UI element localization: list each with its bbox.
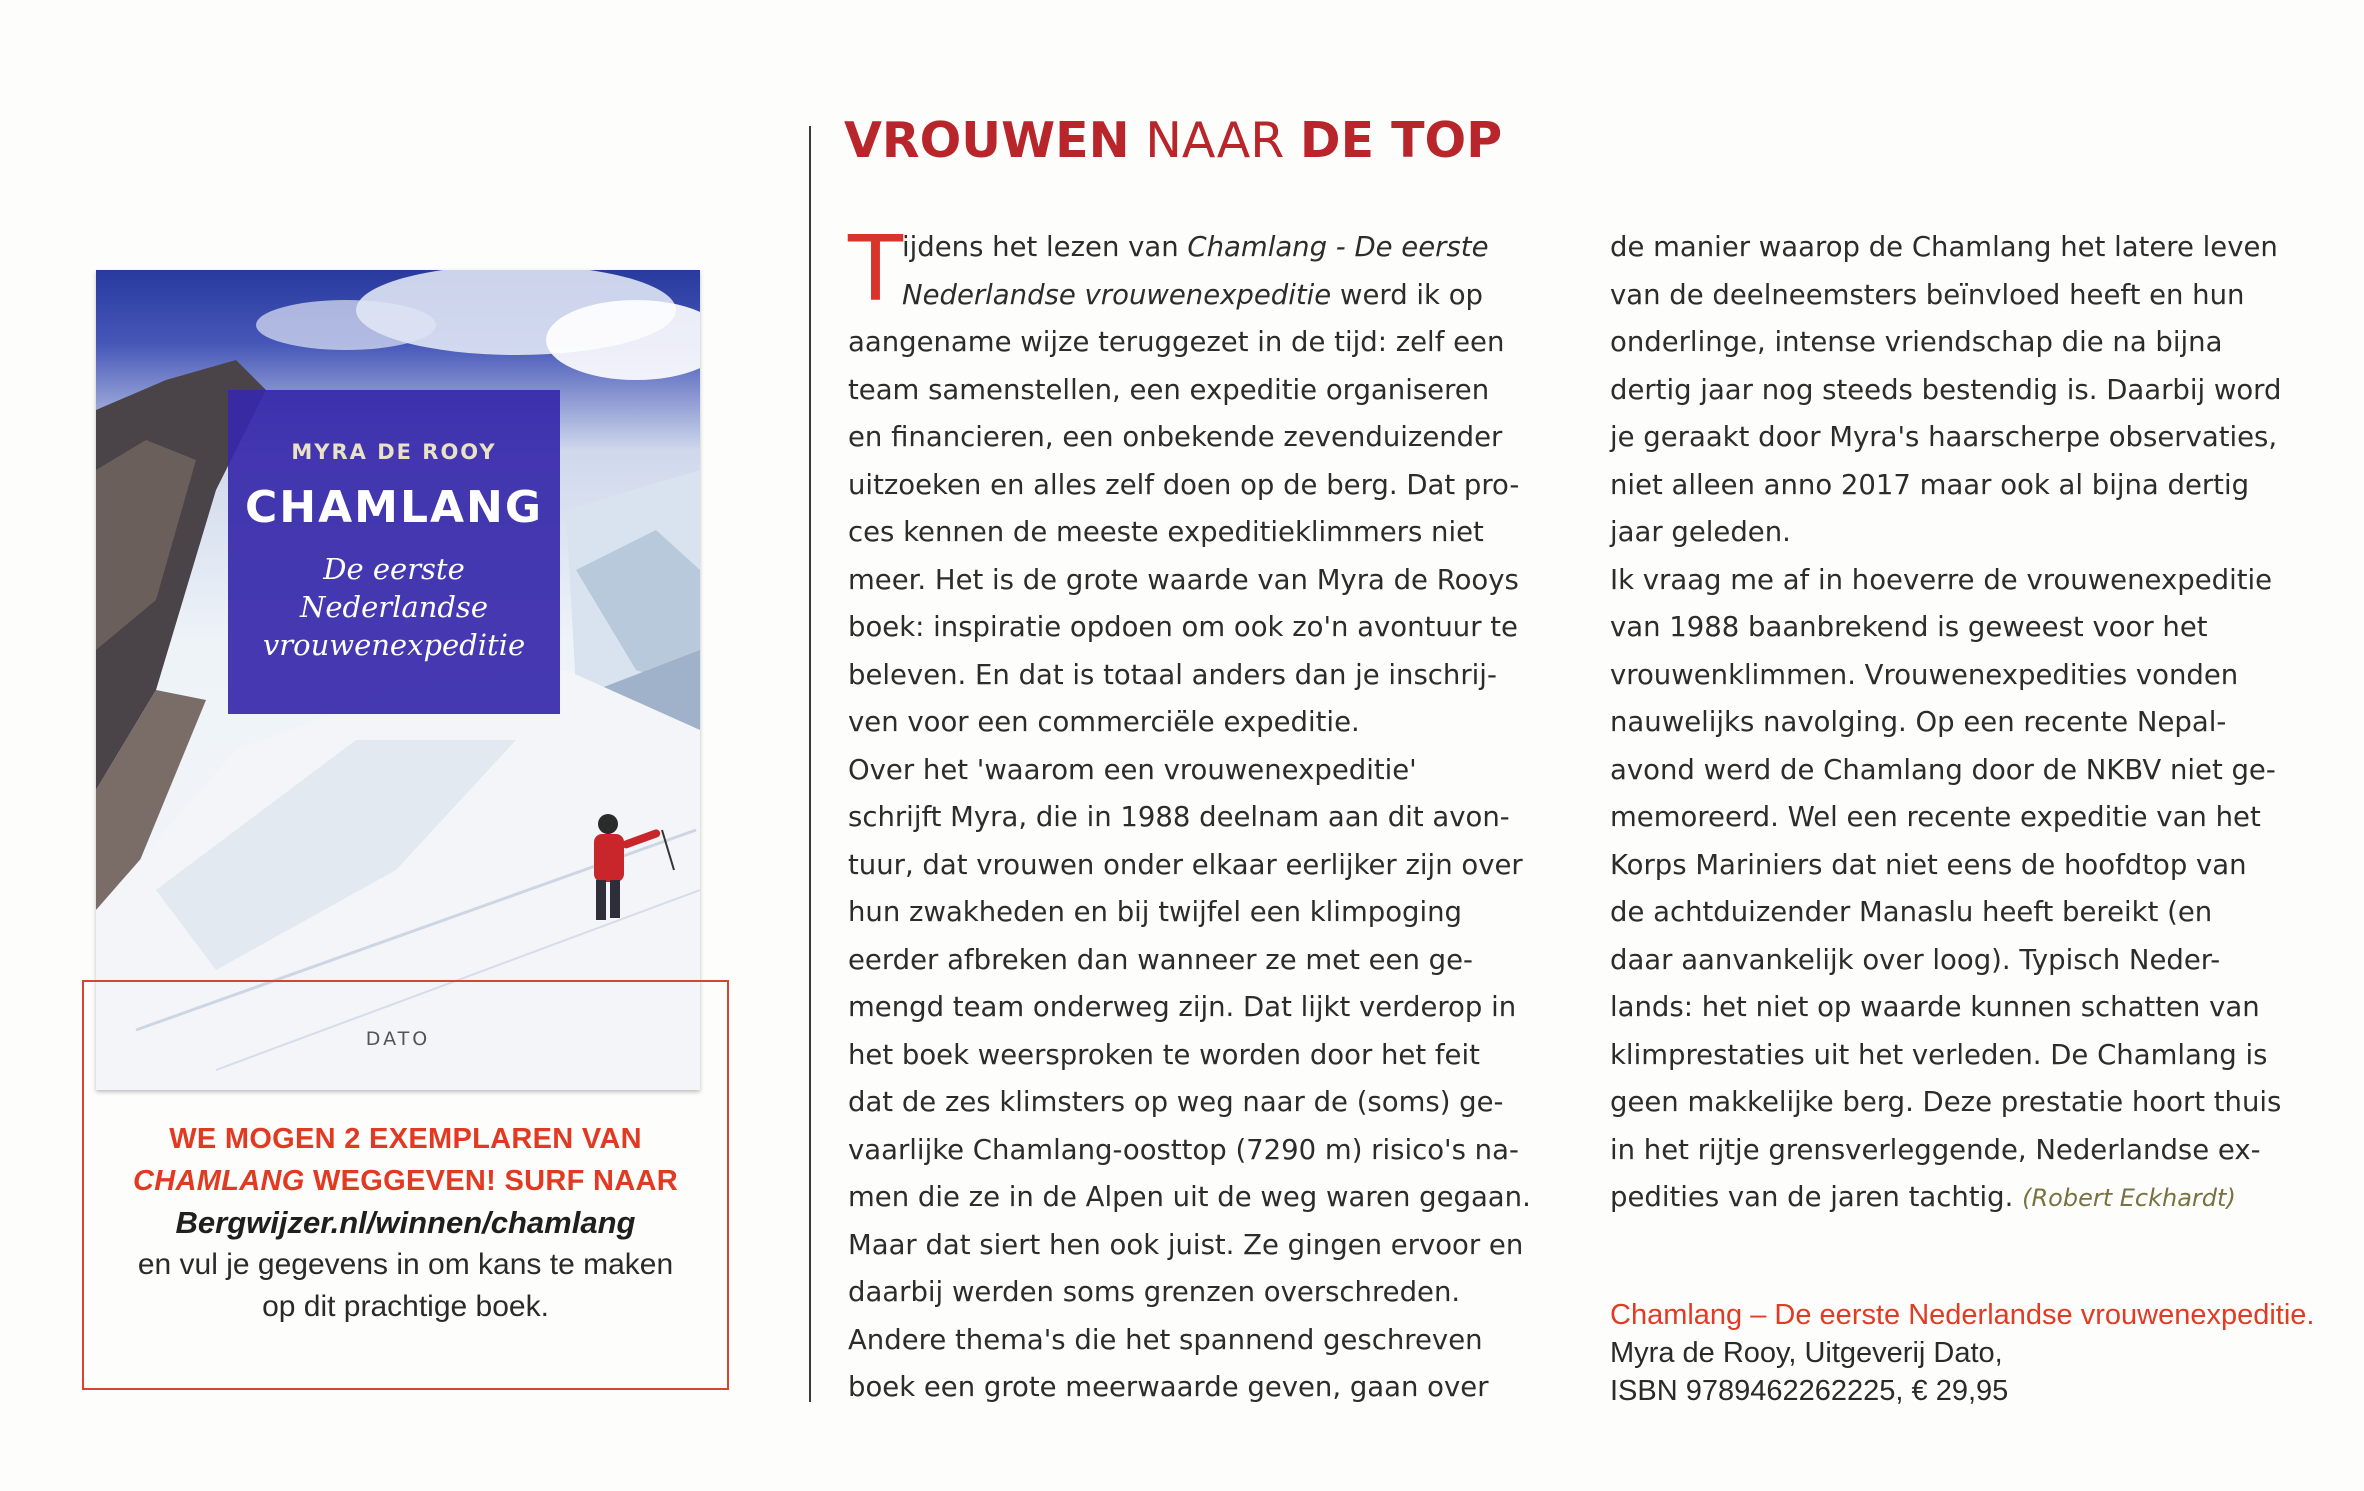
- promo-url-link[interactable]: Bergwijzer.nl/winnen/chamlang: [175, 1205, 636, 1240]
- text-line: van de deelneemsters beïnvloed heeft en hun: [1610, 278, 2245, 311]
- text-line: Andere thema's die het spannend geschreven: [848, 1323, 1483, 1356]
- text-line: ces kennen de meeste expeditieklimmers niet: [848, 516, 1484, 548]
- text-line: niet alleen anno 2017 maar ook al bijna dertig: [1610, 468, 2250, 501]
- text-span: ijdens het lezen van: [902, 231, 1188, 263]
- headline-part1: VROUWEN: [844, 112, 1130, 169]
- drop-cap: T: [848, 217, 903, 322]
- article-column-1: [848, 217, 1568, 1412]
- text-line: jaar geleden.: [1610, 516, 1791, 548]
- text-span-italic: Chamlang - De eerste: [1187, 231, 1489, 263]
- text-line: boek: inspiratie opdoen om ook zo'n avontuur te: [848, 611, 1518, 643]
- promo-line-2-rest: WEGGEVEN! SURF NAAR: [304, 1165, 678, 1197]
- book-info-title: Chamlang – De eerste Nederlandse vrouwenexpeditie.: [1610, 1299, 2315, 1331]
- cover-title: CHAMLANG: [245, 482, 543, 533]
- book-cover: [96, 270, 700, 1090]
- text-line: van 1988 baanbrekend is geweest voor het: [1610, 611, 2208, 643]
- text-line: dertig jaar nog steeds bestendig is. Daarbij word: [1610, 373, 2282, 406]
- headline-part2: NAAR: [1129, 112, 1300, 169]
- text-line: [848, 272, 1568, 320]
- text-line: de manier waarop de Chamlang het latere leven: [1610, 231, 2278, 263]
- article-headline: [844, 112, 1502, 169]
- promo-line-5: op dit prachtige boek.: [262, 1290, 549, 1323]
- text-line: onderlinge, intense vriendschap die na bijna: [1610, 326, 2223, 358]
- promo-line-4: en vul je gegevens in om kans te maken: [137, 1248, 674, 1281]
- text-line: daarbij werden soms grenzen overschreden.: [848, 1276, 1461, 1308]
- promo-book-title: CHAMLANG: [133, 1165, 305, 1197]
- text-line: ven voor een commerciële expeditie.: [848, 706, 1360, 738]
- text-line: schrijft Myra, die in 1988 deelnam aan dit avon-: [848, 801, 1510, 833]
- cover-author: MYRA DE ROOY: [291, 440, 497, 464]
- text-line: Ik vraag me af in hoeverre de vrouwenexpeditie: [1610, 563, 2273, 596]
- text-line: je geraakt door Myra's haarscherpe observaties,: [1610, 421, 2278, 453]
- promo-line-2: [82, 1160, 729, 1202]
- text-line: nauwelijks navolging. Op een recente Nepal-: [1610, 706, 2227, 738]
- book-info: [1610, 1296, 2330, 1410]
- text-line: mengd team onderweg zijn. Dat lijkt verderop in: [848, 991, 1517, 1023]
- text-line: en financieren, een onbekende zevenduizender: [848, 421, 1503, 453]
- text-span: pedities van de jaren tachtig.: [1610, 1181, 2023, 1213]
- text-line: team samenstellen, een expeditie organiseren: [848, 373, 1490, 406]
- text-line: in het rijtje grensverleggende, Nederlandse ex-: [1610, 1133, 2261, 1166]
- text-span: werd ik op: [1331, 278, 1483, 311]
- text-line: eerder afbreken dan wanneer ze met een ge-: [848, 943, 1473, 976]
- text-line: geen makkelijke berg. Deze prestatie hoort thuis: [1610, 1086, 2282, 1118]
- text-line: lands: het niet op waarde kunnen schatten van: [1610, 991, 2260, 1023]
- text-line: beleven. En dat is totaal anders dan je inschrij-: [848, 658, 1497, 691]
- text-line: Maar dat siert hen ook juist. Ze gingen ervoor en: [848, 1228, 1524, 1261]
- text-line: vaarlijke Chamlang-oosttop (7290 m) risico's na-: [848, 1133, 1519, 1166]
- text-line: dat de zes klimsters op weg naar de (soms) ge-: [848, 1086, 1504, 1118]
- article-column-2: [1610, 224, 2340, 1222]
- text-line: uitzoeken en alles zelf doen op de berg. Dat pro-: [848, 468, 1520, 501]
- cover-title-panel: [228, 390, 560, 714]
- text-line: [848, 224, 1568, 272]
- cover-publisher: DATO: [365, 1028, 431, 1050]
- text-line: meer. Het is de grote waarde van Myra de Rooys: [848, 563, 1519, 596]
- text-span-italic: Nederlandse vrouwenexpeditie: [902, 278, 1332, 311]
- text-line: het boek weersproken te worden door het feit: [848, 1038, 1480, 1071]
- column-divider: [809, 126, 811, 1402]
- cover-subtitle-line1: De eerste Nederlandse: [300, 552, 488, 624]
- text-line: hun zwakheden en bij twijfel een klimpoging: [848, 896, 1462, 928]
- cover-subtitle-line2: vrouwenexpeditie: [262, 628, 526, 662]
- text-line: de achtduizender Manaslu heeft bereikt (en: [1610, 896, 2213, 928]
- author-credit: (Robert Eckhardt): [2022, 1184, 2236, 1212]
- text-line: Over het 'waarom een vrouwenexpeditie': [848, 753, 1417, 786]
- text-line: klimprestaties uit het verleden. De Chamlang is: [1610, 1038, 2268, 1071]
- headline-part3: DE TOP: [1299, 112, 1503, 169]
- text-line: tuur, dat vrouwen onder elkaar eerlijker zijn over: [848, 848, 1523, 881]
- text-line: memoreerd. Wel een recente expeditie van het: [1610, 801, 2261, 833]
- cover-subtitle: [252, 550, 536, 664]
- promo-text: [82, 1118, 729, 1328]
- book-info-author-publisher: Myra de Rooy, Uitgeverij Dato,: [1610, 1337, 2003, 1369]
- text-line: avond werd de Chamlang door de NKBV niet ge-: [1610, 753, 2276, 786]
- promo-line-1: WE MOGEN 2 EXEMPLAREN VAN: [169, 1123, 642, 1155]
- text-line: vrouwenklimmen. Vrouwenexpedities vonden: [1610, 658, 2239, 691]
- text-line: aangename wijze teruggezet in de tijd: zelf een: [848, 326, 1505, 358]
- text-line: daar aanvankelijk over loog). Typisch Neder-: [1610, 943, 2221, 976]
- book-info-isbn-price: ISBN 9789462262225, € 29,95: [1610, 1375, 2009, 1407]
- text-line: Korps Mariniers dat niet eens de hoofdtop van: [1610, 848, 2247, 881]
- text-line: men die ze in de Alpen uit de weg waren gegaan.: [848, 1181, 1531, 1213]
- text-line: boek een grote meerwaarde geven, gaan over: [848, 1371, 1489, 1403]
- text-line: [1610, 1174, 2340, 1222]
